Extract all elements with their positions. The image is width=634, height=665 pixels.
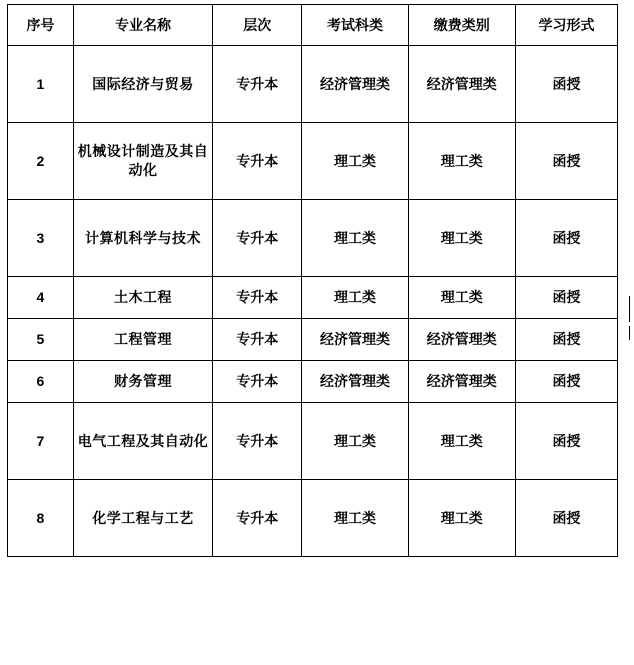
table-row [8, 319, 618, 361]
page-edge-artifact [629, 296, 634, 322]
cell-study: 函授 [515, 319, 617, 361]
table-body [8, 46, 618, 557]
cell-exam: 经济管理类 [302, 319, 408, 361]
cell-level: 专升本 [213, 46, 302, 123]
cell-major: 财务管理 [73, 361, 212, 403]
cell-exam: 理工类 [302, 277, 408, 319]
cell-major: 电气工程及其自动化 [73, 403, 212, 480]
cell-exam: 理工类 [302, 123, 408, 200]
table-header [8, 5, 618, 46]
cell-exam: 理工类 [302, 403, 408, 480]
table-row [8, 277, 618, 319]
table-row [8, 480, 618, 557]
cell-major: 计算机科学与技术 [73, 200, 212, 277]
cell-no: 2 [8, 123, 74, 200]
cell-no: 4 [8, 277, 74, 319]
majors-table [7, 4, 618, 557]
table-row [8, 403, 618, 480]
cell-fee: 理工类 [408, 403, 515, 480]
header-row [8, 5, 618, 46]
cell-no: 6 [8, 361, 74, 403]
cell-major: 国际经济与贸易 [73, 46, 212, 123]
table-row [8, 123, 618, 200]
column-header-level: 层次 [213, 5, 302, 46]
column-header-no: 序号 [8, 5, 74, 46]
cell-level: 专升本 [213, 361, 302, 403]
cell-level: 专升本 [213, 200, 302, 277]
table-row [8, 46, 618, 123]
cell-study: 函授 [515, 403, 617, 480]
cell-no: 5 [8, 319, 74, 361]
table-row [8, 361, 618, 403]
cell-level: 专升本 [213, 123, 302, 200]
cell-study: 函授 [515, 123, 617, 200]
cell-major: 机械设计制造及其自动化 [73, 123, 212, 200]
cell-exam: 理工类 [302, 480, 408, 557]
cell-no: 7 [8, 403, 74, 480]
cell-major: 化学工程与工艺 [73, 480, 212, 557]
cell-major: 工程管理 [73, 319, 212, 361]
cell-no: 8 [8, 480, 74, 557]
column-header-study: 学习形式 [515, 5, 617, 46]
cell-level: 专升本 [213, 403, 302, 480]
column-header-exam: 考试科类 [302, 5, 408, 46]
cell-fee: 经济管理类 [408, 46, 515, 123]
cell-major: 土木工程 [73, 277, 212, 319]
cell-fee: 理工类 [408, 277, 515, 319]
cell-exam: 经济管理类 [302, 361, 408, 403]
cell-level: 专升本 [213, 319, 302, 361]
cell-fee: 理工类 [408, 480, 515, 557]
cell-no: 3 [8, 200, 74, 277]
cell-study: 函授 [515, 200, 617, 277]
cell-exam: 理工类 [302, 200, 408, 277]
cell-fee: 经济管理类 [408, 361, 515, 403]
cell-study: 函授 [515, 46, 617, 123]
cell-study: 函授 [515, 361, 617, 403]
cell-level: 专升本 [213, 277, 302, 319]
cell-fee: 理工类 [408, 123, 515, 200]
column-header-fee: 缴费类别 [408, 5, 515, 46]
cell-exam: 经济管理类 [302, 46, 408, 123]
cell-level: 专升本 [213, 480, 302, 557]
cell-no: 1 [8, 46, 74, 123]
column-header-major: 专业名称 [73, 5, 212, 46]
cell-fee: 经济管理类 [408, 319, 515, 361]
document-page [0, 4, 634, 665]
table-row [8, 200, 618, 277]
page-edge-artifact [629, 326, 634, 340]
cell-fee: 理工类 [408, 200, 515, 277]
cell-study: 函授 [515, 480, 617, 557]
cell-study: 函授 [515, 277, 617, 319]
